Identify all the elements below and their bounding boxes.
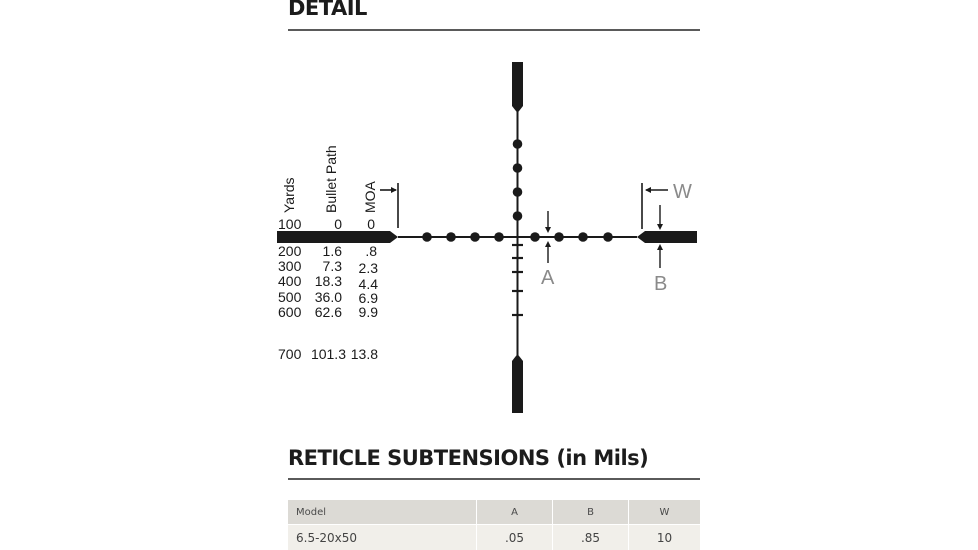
table-header-row	[288, 500, 700, 525]
dimension-w-label: W	[673, 181, 692, 203]
bottom-thick-post	[512, 354, 523, 413]
dimension-w-marker	[642, 183, 668, 229]
path-value: 18.3	[314, 273, 342, 289]
header-moa: MOA	[362, 181, 378, 213]
detail-title: DETAIL	[288, 0, 367, 20]
right-thick-post	[637, 231, 697, 243]
yards-value: 500	[278, 289, 302, 305]
path-value: 62.6	[314, 304, 342, 320]
column-header-model: Model	[288, 500, 477, 525]
moa-value: 9.9	[358, 304, 378, 320]
yards-value: 300	[278, 258, 302, 274]
header-yards: Yards	[281, 177, 297, 213]
yards-value: 600	[278, 304, 302, 320]
subtensions-divider	[288, 478, 700, 480]
yards-value: 400	[278, 273, 302, 289]
path-value: 0	[334, 216, 342, 232]
moa-marker	[380, 183, 398, 228]
subtensions-title: RETICLE SUBTENSIONS (in Mils)	[288, 446, 649, 470]
path-value: 101.3	[310, 346, 346, 362]
cell-a: .05	[477, 525, 553, 550]
moa-value: 13.8	[350, 346, 378, 362]
yards-value: 100	[278, 216, 302, 232]
yards-value: 700	[278, 346, 302, 362]
cell-b: .85	[553, 525, 629, 550]
cell-model: 6.5-20x50	[288, 525, 477, 550]
path-value: 36.0	[314, 289, 342, 305]
top-thick-post	[512, 62, 523, 113]
table-row	[288, 525, 700, 550]
header-bullet-path: Bullet Path	[323, 145, 339, 213]
column-header-a: A	[477, 500, 553, 525]
path-value: 1.6	[322, 243, 342, 259]
ballistics-headers	[281, 145, 378, 213]
column-header-w: W	[629, 500, 701, 525]
left-thick-post	[277, 231, 398, 243]
moa-value: 2.3	[358, 260, 378, 276]
subtensions-table	[288, 500, 700, 550]
path-value: 7.3	[322, 258, 342, 274]
moa-value: 4.4	[358, 276, 378, 292]
cell-w: 10	[629, 525, 701, 550]
moa-value: .8	[365, 243, 377, 259]
dimension-b-label: B	[654, 273, 668, 295]
moa-value: 6.9	[358, 290, 378, 306]
moa-value: 0	[367, 216, 375, 232]
dimension-a-label: A	[541, 267, 555, 289]
yards-value: 200	[278, 243, 302, 259]
column-header-b: B	[553, 500, 629, 525]
